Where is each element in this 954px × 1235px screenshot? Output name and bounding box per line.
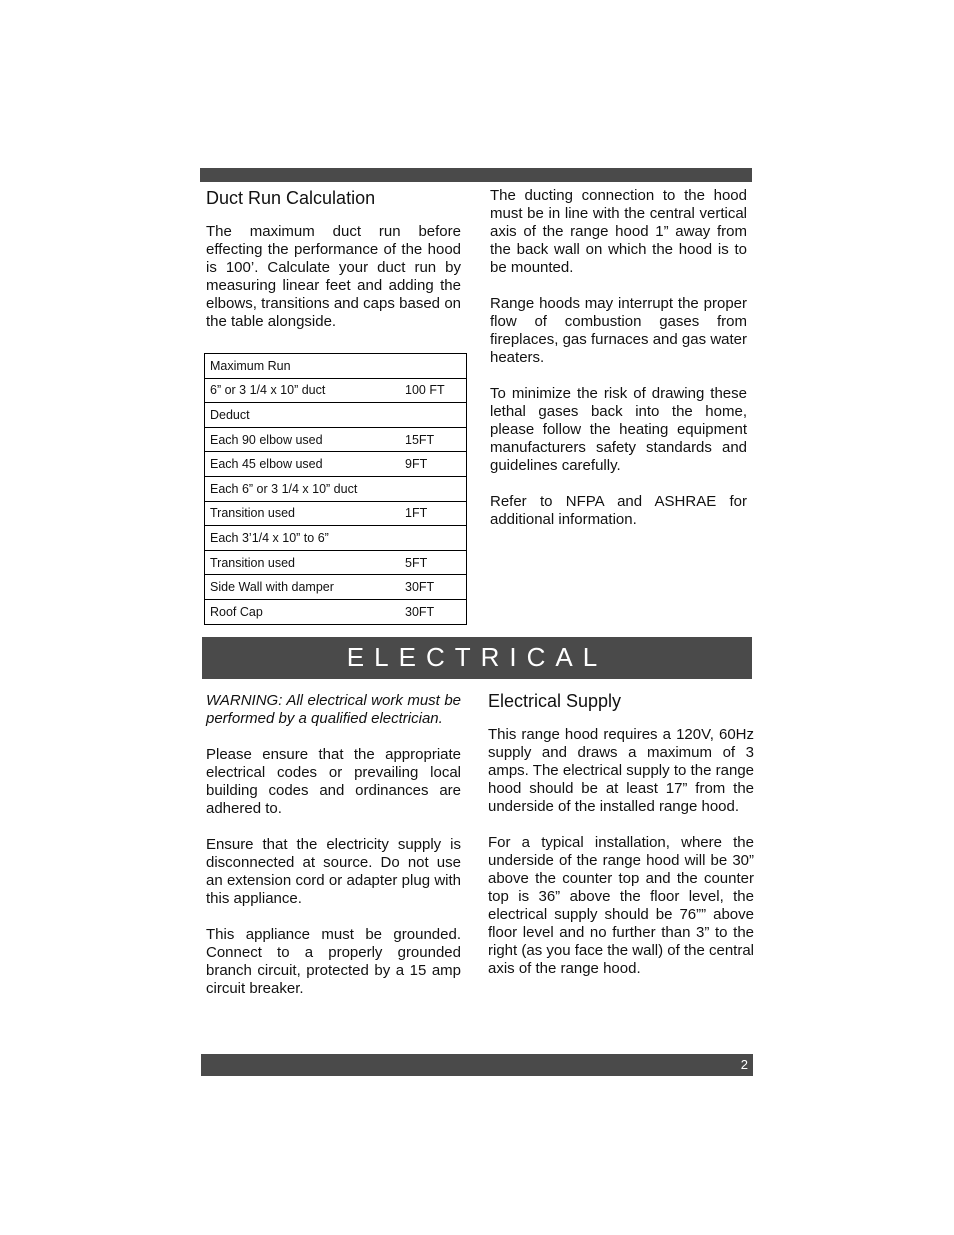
electrical-supply <box>488 690 754 996</box>
electrical-safety <box>206 692 461 1016</box>
ducting-note-1: The ducting connection to the hood must be in line with the central vertical axis of the range hood 1” away from the back wall on which the hood is to be mounted. <box>490 187 747 276</box>
ducting-note-3: To minimize the risk of drawing these lethal gases back into the home, please follow the heating equipment manufacturers safety standards and guidelines carefully. <box>490 385 747 474</box>
table-cell-value: 100 FT <box>400 378 467 403</box>
table-row <box>205 501 467 526</box>
table-cell-label: Deduct <box>205 403 401 428</box>
table-cell-label: Roof Cap <box>205 599 401 624</box>
table-row <box>205 599 467 624</box>
electrical-section-title: ELECTRICAL <box>202 637 752 679</box>
electrical-ground-paragraph: This appliance must be grounded. Connect to a properly grounded branch circuit, protected by a 15 amp circuit breaker. <box>206 926 461 997</box>
ducting-note-2: Range hoods may interrupt the proper flow of combustion gases from fireplaces, gas furnaces and gas water heaters. <box>490 295 747 366</box>
table-row <box>205 550 467 575</box>
electrical-supply-heading: Electrical Supply <box>488 691 622 711</box>
table-cell-value <box>400 403 467 428</box>
table-cell-label: Maximum Run <box>205 354 401 379</box>
table-row <box>205 476 467 501</box>
table-cell-value <box>400 526 467 551</box>
table-cell-value <box>400 354 467 379</box>
supply-paragraph-1: This range hood requires a 120V, 60Hz supply and draws a maximum of 3 amps. The electrical supply to the range hood should be at least 17” from the underside of the installed range hood. <box>488 726 754 815</box>
table-cell-value: 1FT <box>400 501 467 526</box>
top-divider-bar <box>200 168 752 182</box>
table-row <box>205 427 467 452</box>
ducting-notes <box>490 187 747 547</box>
page-number: 2 <box>740 1057 748 1072</box>
table-row <box>205 378 467 403</box>
table-row <box>205 575 467 600</box>
table-cell-label: Each 6” or 3 1/4 x 10” duct <box>205 476 401 501</box>
duct-heading: Duct Run Calculation <box>206 188 376 208</box>
table-cell-value: 15FT <box>400 427 467 452</box>
table-row <box>205 354 467 379</box>
electrical-warning: WARNING: All electrical work must be performed by a qualified electrician. <box>206 692 461 727</box>
table-cell-label: Transition used <box>205 550 401 575</box>
table-row <box>205 452 467 477</box>
ducting-note-4: Refer to NFPA and ASHRAE for additional information. <box>490 493 747 528</box>
footer-bar <box>201 1054 753 1076</box>
table-row <box>205 403 467 428</box>
table-cell-value: 30FT <box>400 575 467 600</box>
table-cell-label: Each 3’1/4 x 10” to 6” <box>205 526 401 551</box>
duct-paragraph: The maximum duct run before effecting the performance of the hood is 100’. Calculate your duct run by measuring linear feet and adding the elbows, transitions and caps based on the table alongside. <box>206 223 461 330</box>
electrical-disconnect-paragraph: Ensure that the electricity supply is disconnected at source. Do not use an extension cord or adapter plug with this appliance. <box>206 836 461 907</box>
table-cell-label: Transition used <box>205 501 401 526</box>
table-cell-label: 6” or 3 1/4 x 10” duct <box>205 378 401 403</box>
table-cell-label: Each 45 elbow used <box>205 452 401 477</box>
table-cell-value <box>400 476 467 501</box>
table-cell-value: 5FT <box>400 550 467 575</box>
duct-section <box>206 187 461 349</box>
table-cell-value: 9FT <box>400 452 467 477</box>
table-cell-value: 30FT <box>400 599 467 624</box>
duct-deduction-table <box>204 353 467 625</box>
electrical-codes-paragraph: Please ensure that the appropriate electrical codes or prevailing local building codes and ordinances are adhered to. <box>206 746 461 817</box>
table-cell-label: Side Wall with damper <box>205 575 401 600</box>
table-cell-label: Each 90 elbow used <box>205 427 401 452</box>
table-row <box>205 526 467 551</box>
supply-paragraph-2: For a typical installation, where the underside of the range hood will be 30” above the counter top and the counter top is 36” above the floor level, the electrical supply should be 76”” above floor level and no further than 3” to the right (as you face the wall) of the central axis of the range hood. <box>488 834 754 977</box>
